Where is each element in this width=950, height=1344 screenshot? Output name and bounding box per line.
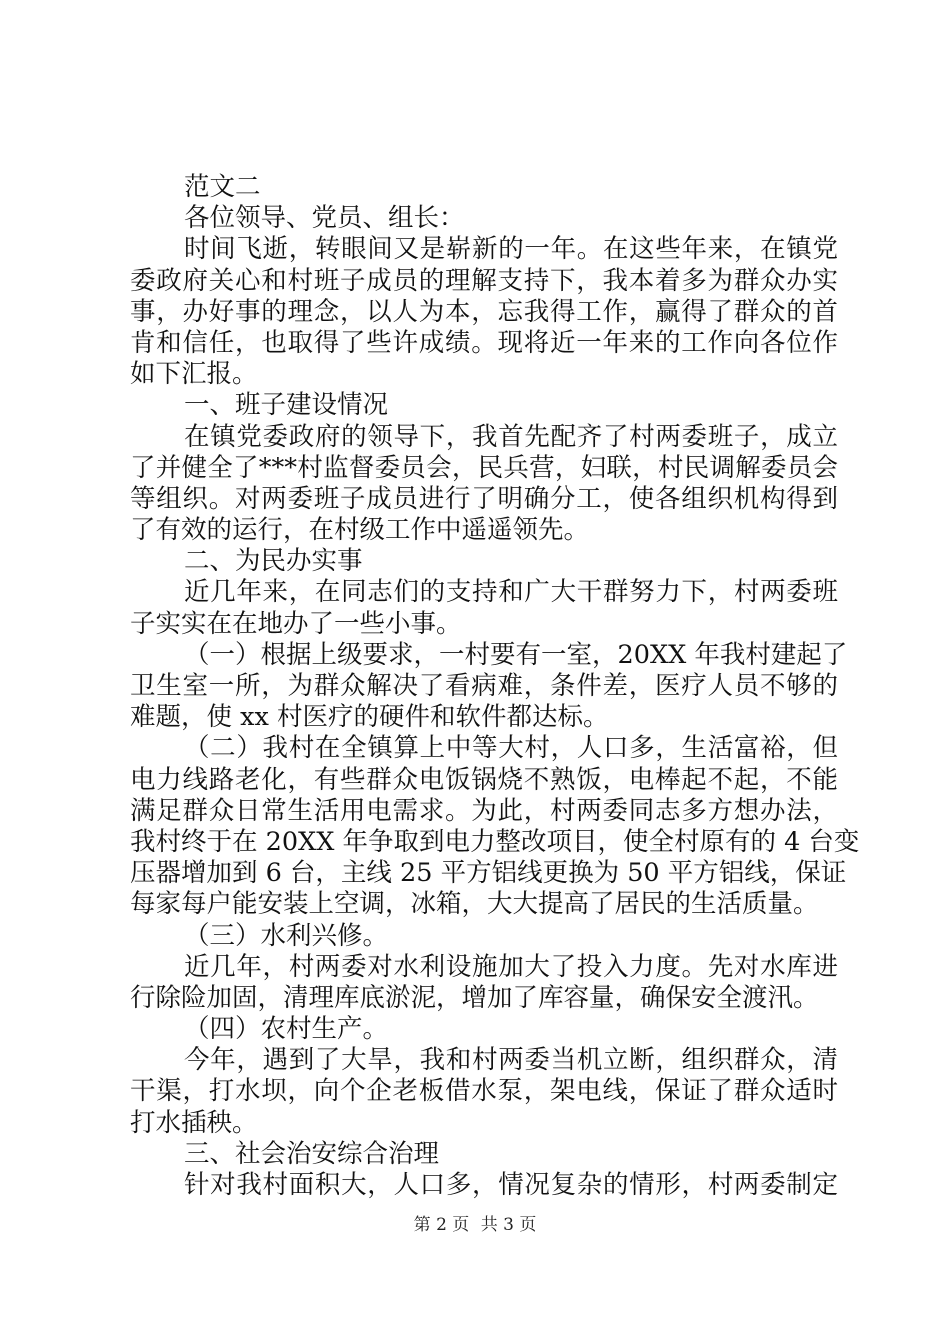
document-body [130, 172, 860, 1201]
text-line: 我村终于在 20XX 年争取到电力整改项目，使全村原有的 4 台变 [130, 826, 860, 857]
text-line: 满足群众日常生活用电需求。为此，村两委同志多方想办法， [130, 795, 838, 826]
text-line: 在镇党委政府的领导下，我首先配齐了村两委班子，成立 [184, 421, 838, 452]
text-line: （一）根据上级要求，一村要有一室，20XX 年我村建起了 [184, 639, 848, 670]
page-total: 共 3 页 [480, 1215, 537, 1235]
text-line: 二、为民办实事 [184, 546, 363, 577]
text-line: 三、社会治安综合治理 [184, 1138, 440, 1169]
text-line: 了有效的运行，在村级工作中遥遥领先。 [130, 515, 590, 546]
text-line: （三）水利兴修。 [184, 920, 389, 951]
text-line: （二）我村在全镇算上中等大村，人口多，生活富裕，但 [184, 733, 838, 764]
text-line: 卫生室一所，为群众解决了看病难，条件差，医疗人员不够的 [130, 671, 838, 701]
page-number: 第 2 页 [413, 1215, 470, 1235]
text-line: 肯和信任，也取得了些许成绩。现将近一年来的工作向各位作 [130, 327, 838, 358]
text-line: 行除险加固，清理库底淤泥，增加了库容量，确保安全渡汛。 [130, 982, 819, 1013]
text-line: 子实实在在地办了一些小事。 [130, 608, 462, 639]
text-line: 范文二 [184, 172, 261, 202]
page-footer [0, 1215, 950, 1235]
text-line: 压器增加到 6 台，主线 25 平方铝线更换为 50 平方铝线，保证 [130, 858, 847, 889]
text-line: 今年，遇到了大旱，我和村两委当机立断，组织群众，清 [184, 1045, 838, 1076]
text-line: 事，办好事的理念，以人为本，忘我得工作，赢得了群众的首 [130, 296, 838, 327]
text-line: 每家每户能安装上空调，冰箱，大大提高了居民的生活质量。 [130, 889, 819, 920]
text-line: 如下汇报。 [130, 359, 258, 390]
text-line: 打水插秧。 [130, 1107, 258, 1138]
text-line: 针对我村面积大，人口多，情况复杂的情形，村两委制定 [184, 1170, 838, 1200]
text-line: （四）农村生产。 [184, 1014, 389, 1045]
text-line: 难题，使 xx 村医疗的硬件和软件都达标。 [130, 702, 609, 733]
text-line: 干渠，打水坝，向个企老板借水泵，架电线，保证了群众适时 [130, 1076, 838, 1107]
text-line: 了并健全了***村监督委员会，民兵营，妇联，村民调解委员会 [130, 452, 838, 483]
text-line: 委政府关心和村班子成员的理解支持下，我本着多为群众办实 [130, 265, 838, 296]
text-line: 近几年来，在同志们的支持和广大干群努力下，村两委班 [184, 577, 838, 608]
text-line: 等组织。对两委班子成员进行了明确分工，使各组织机构得到 [130, 483, 838, 514]
text-line: 各位领导、党员、组长： [184, 203, 465, 234]
text-line: 时间飞逝，转眼间又是崭新的一年。在这些年来，在镇党 [184, 234, 838, 265]
text-line: 近几年，村两委对水利设施加大了投入力度。先对水库进 [184, 951, 838, 982]
text-line: 一、班子建设情况 [184, 390, 389, 421]
text-line: 电力线路老化，有些群众电饭锅烧不熟饭，电棒起不起，不能 [130, 764, 838, 795]
